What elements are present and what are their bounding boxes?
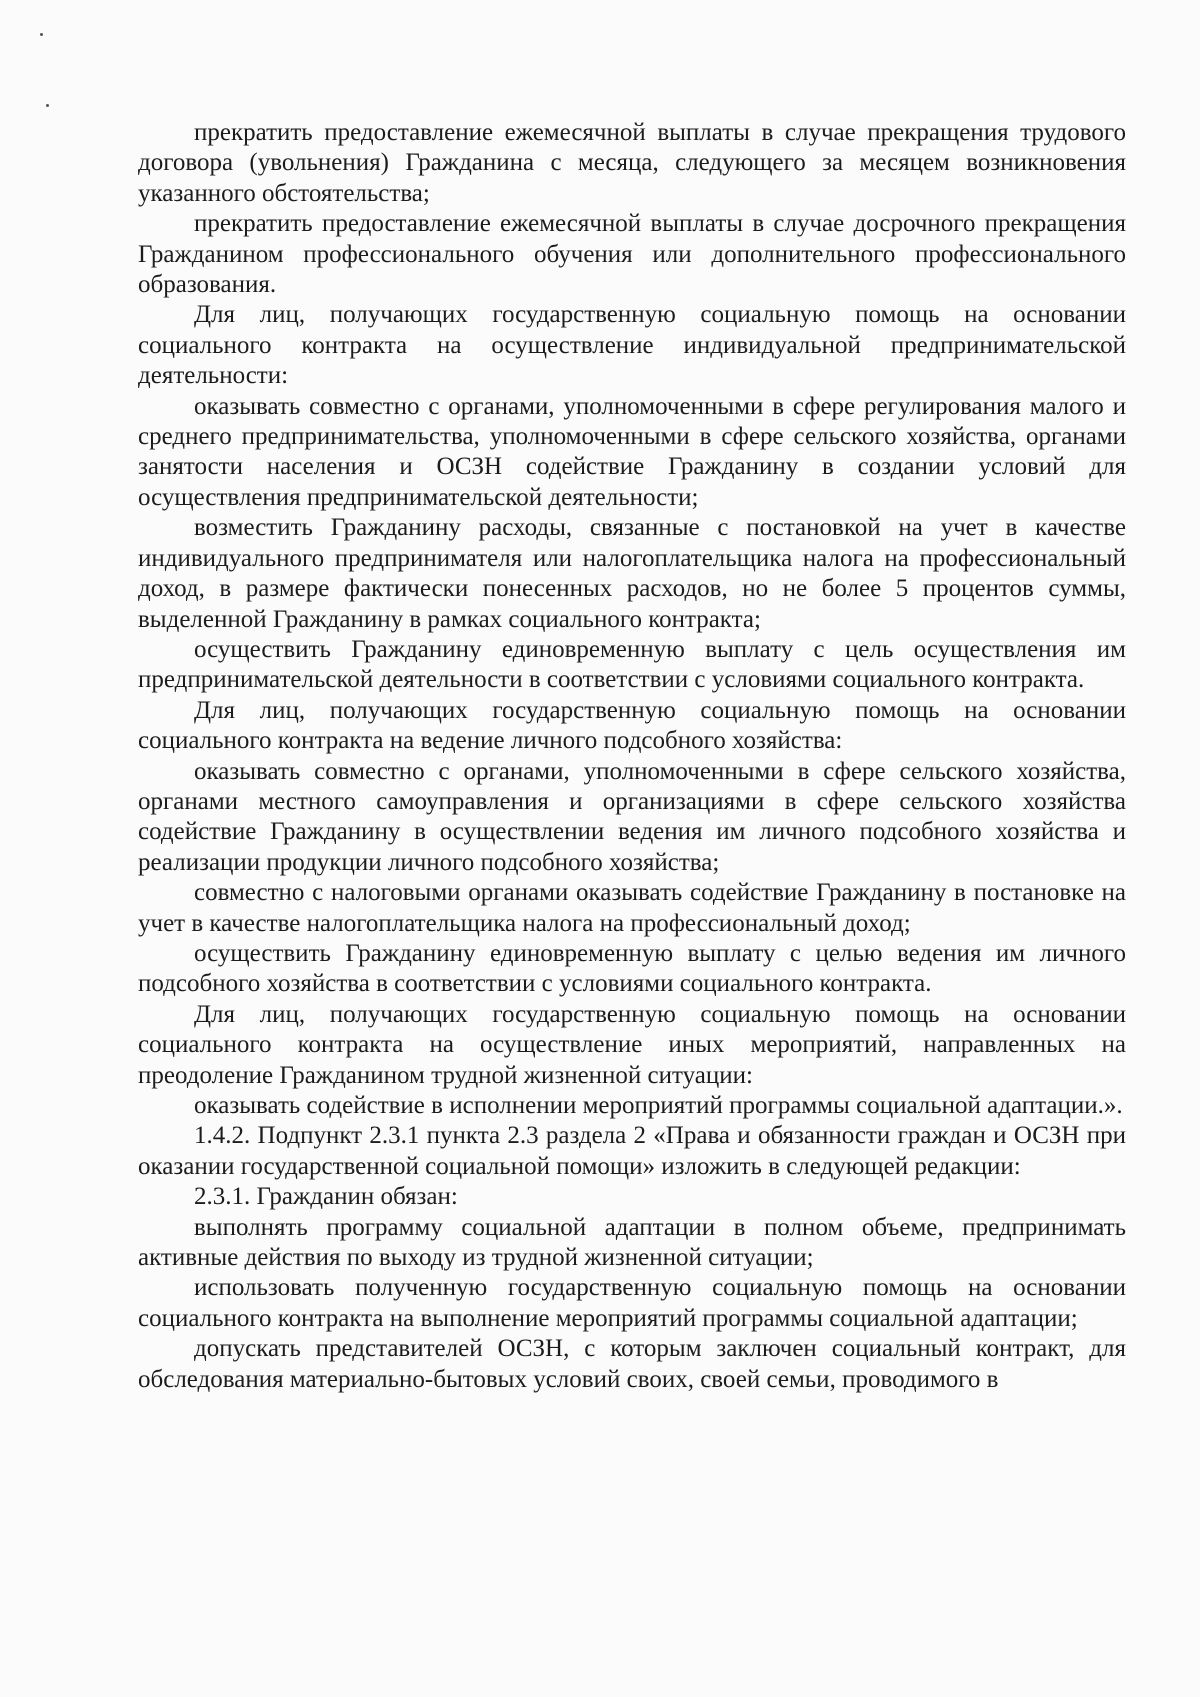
paragraph: выполнять программу социальной адаптации в полном объеме, предпринимать активные действия по выходу из трудной жизненной ситуации; xyxy=(138,1213,1126,1272)
document-body xyxy=(138,118,1126,1395)
paragraph: 1.4.2. Подпункт 2.3.1 пункта 2.3 раздела 2 «Права и обязанности граждан и ОСЗН при оказании государственной социальной помощи» изложить в следующей редакции: xyxy=(138,1122,1126,1180)
paragraph: осуществить Гражданину единовременную выплату с целью ведения им личного подсобного хозяйства в соответствии с условиями социального контракта. xyxy=(138,939,1126,998)
paragraph: оказывать совместно с органами, уполномоченными в сфере регулирования малого и среднего предпринимательства, уполномоченными в сфере сельского хозяйства, органами занятости населения и ОСЗН содействие Гражданину в создании условий для осуществления предпринимательской деятельности; xyxy=(138,392,1126,511)
paragraph: прекратить предоставление ежемесячной выплаты в случае прекращения трудового договора (увольнения) Гражданина с месяца, следующего за месяцем возникновения указанного обстоятельства; xyxy=(138,119,1126,207)
paragraph: допускать представителей ОСЗН, с которым заключен социальный контракт, для обследования материально-бытовых условий своих, своей семьи, проводимого в xyxy=(138,1335,1126,1393)
scan-speck xyxy=(40,33,43,36)
paragraph: Для лиц, получающих государственную социальную помощь на основании социального контракта на осуществление индивидуальной предпринимательской деятельности: xyxy=(138,301,1126,390)
paragraph: 2.3.1. Гражданин обязан: xyxy=(194,1183,458,1211)
paragraph: оказывать содействие в исполнении мероприятий программы социальной адаптации.». xyxy=(194,1092,1123,1119)
paragraph: совместно с налоговыми органами оказывать содействие Гражданину в постановке на учет в качестве налогоплательщика налога на профессиональный доход; xyxy=(138,879,1126,937)
paragraph: возместить Гражданину расходы, связанные с постановкой на учет в качестве индивидуального предпринимателя или налогоплательщика налога на профессиональный доход, в размере фактически понесенных расходов, но не более 5 процентов суммы, выделенной Гражданину в рамках социального контракта; xyxy=(138,514,1126,633)
paragraph: использовать полученную государственную социальную помощь на основании социального контракта на выполнение мероприятий программы социальной адаптации; xyxy=(138,1274,1126,1332)
paragraph: оказывать совместно с органами, уполномоченными в сфере сельского хозяйства, органами местного самоуправления и организациями в сфере сельского хозяйства содействие Гражданину в осуществлении ведения им личного подсобного хозяйства и реализации продукции личного подсобного хозяйства; xyxy=(138,757,1126,876)
scan-speck xyxy=(46,104,49,107)
paragraph: прекратить предоставление ежемесячной выплаты в случае досрочного прекращения Гражданином профессионального обучения или дополнительного профессионального образования. xyxy=(138,210,1126,299)
paragraph: Для лиц, получающих государственную социальную помощь на основании социального контракта на ведение личного подсобного хозяйства: xyxy=(138,696,1126,755)
paragraph: осуществить Гражданину единовременную выплату с цель осуществления им предпринимательской деятельности в соответствии с условиями социального контракта. xyxy=(138,635,1126,694)
paragraph: Для лиц, получающих государственную социальную помощь на основании социального контракта на осуществление иных мероприятий, направленных на преодоление Гражданином трудной жизненной ситуации: xyxy=(138,1000,1126,1089)
